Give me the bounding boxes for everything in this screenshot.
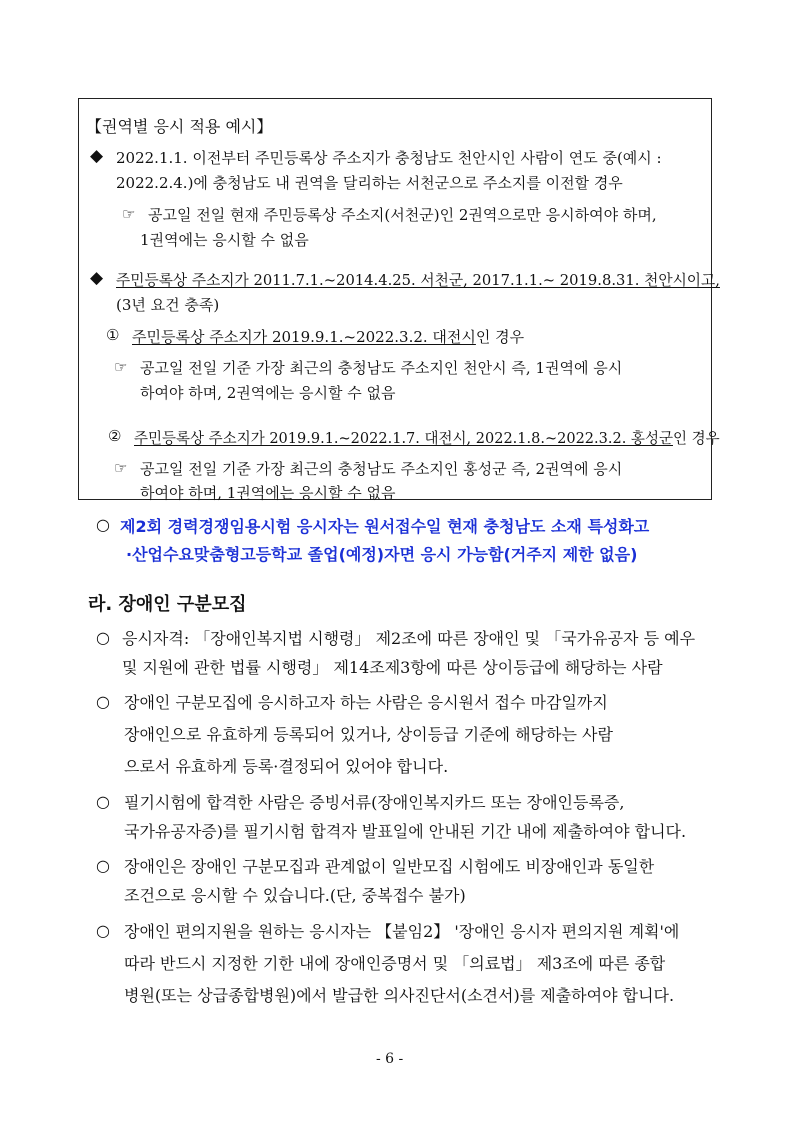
circle-bullet-icon: ○ (96, 921, 110, 940)
circle-bullet-icon: ○ (96, 692, 110, 711)
bullet3-line1: 필기시험에 합격한 사람은 증빙서류(장애인복지카드 또는 장애인등록증, (124, 793, 625, 812)
circle-bullet-icon: ○ (96, 628, 110, 647)
case1-result-line1: 공고일 전일 기준 가장 최근의 충청남도 주소지인 천안시 즉, 1권역에 응시 (140, 359, 623, 377)
section-title: 라. 장애인 구분모집 (88, 594, 247, 615)
diamond-bullet-icon: ◆ (90, 268, 104, 288)
pointing-hand-icon: ☞ (114, 358, 128, 376)
example1-line2: 2022.2.4.)에 충청남도 내 권역을 달리하는 서천군으로 주소지를 이전할 경우 (116, 174, 623, 192)
case2-result-line1: 공고일 전일 기준 가장 최근의 충청남도 주소지인 홍성군 즉, 2권역에 응시 (140, 460, 623, 478)
case2-result-line2: 하여야 하며, 1권역에는 응시할 수 없음 (140, 484, 396, 502)
notice-line1: 제2회 경력경쟁임용시험 응시자는 원서접수일 현재 충청남도 소재 특성화고 (120, 517, 650, 536)
case2-condition-tail: 인 경우 (672, 429, 720, 447)
bullet4-line2: 조건으로 응시할 수 있습니다.(단, 중복접수 불가) (124, 886, 466, 905)
example2-line1: 주민등록상 주소지가 2011.7.1.~2014.4.25. 서천군, 2017.1.1.~ 2019.8.31. 천안시이고, (116, 271, 720, 289)
bullet3-line2: 국가유공자증)를 필기시험 합격자 발표일에 안내된 기간 내에 제출하여야 합니다. (124, 822, 687, 841)
notice-line2: ·산업수요맞춤형고등학교 졸업(예정)자면 응시 가능함(거주지 제한 없음) (126, 545, 638, 564)
diamond-bullet-icon: ◆ (90, 146, 104, 166)
pointing-hand-icon: ☞ (114, 459, 128, 477)
page-number: - 6 - (376, 1051, 404, 1067)
bullet5-line2: 따라 반드시 지정한 기한 내에 장애인증명서 및 「의료법」 제3조에 따른 종합 (124, 954, 666, 973)
case1-condition-tail: 인 경우 (475, 328, 525, 346)
pointing-hand-icon: ☞ (122, 205, 136, 223)
case2-condition-underlined: 주민등록상 주소지가 2019.9.1.~2022.1.7. 대전시, 2022.1.8.~2022.3.2. 홍성군 (134, 429, 673, 447)
case2-condition (134, 427, 720, 448)
circled-number-1: ① (106, 326, 120, 344)
bullet5-line1: 장애인 편의지원을 원하는 응시자는 【붙임2】 '장애인 응시자 편의지원 계획'에 (124, 922, 680, 941)
case1-condition (132, 326, 524, 347)
bullet1-line2: 및 지원에 관한 법률 시행령」 제14조제3항에 따른 상이등급에 해당하는 사람 (122, 658, 663, 677)
bullet4-line1: 장애인은 장애인 구분모집과 관계없이 일반모집 시험에도 비장애인과 동일한 (124, 857, 655, 876)
case1-condition-underlined: 주민등록상 주소지가 2019.9.1.~2022.3.2. 대전시 (132, 328, 476, 346)
circled-number-2: ② (108, 427, 122, 445)
circle-bullet-icon: ○ (96, 515, 110, 534)
example1-result-line1: 공고일 전일 현재 주민등록상 주소지(서천군)인 2권역으로만 응시하여야 하며, (148, 206, 657, 224)
circle-bullet-icon: ○ (96, 856, 110, 875)
example2-line2: (3년 요건 충족) (116, 296, 220, 314)
bullet2-line2: 장애인으로 유효하게 등록되어 있거나, 상이등급 기준에 해당하는 사람 (124, 725, 613, 744)
example1-line1: 2022.1.1. 이전부터 주민등록상 주소지가 충청남도 천안시인 사람이 연도 중(예시 : (116, 149, 662, 167)
example1-result-line2: 1권역에는 응시할 수 없음 (140, 231, 309, 249)
bullet5-line3: 병원(또는 상급종합병원)에서 발급한 의사진단서(소견서)를 제출하여야 합니다. (124, 986, 675, 1005)
bullet2-line3: 으로서 유효하게 등록·결정되어 있어야 합니다. (124, 757, 449, 776)
bullet1-line1: 응시자격: 「장애인복지법 시행령」 제2조에 따른 장애인 및 「국가유공자 등 예우 (122, 629, 696, 648)
example-box-heading: 【권역별 응시 적용 예시】 (86, 117, 273, 136)
case1-result-line2: 하여야 하며, 2권역에는 응시할 수 없음 (140, 384, 396, 402)
circle-bullet-icon: ○ (96, 792, 110, 811)
bullet2-line1: 장애인 구분모집에 응시하고자 하는 사람은 응시원서 접수 마감일까지 (124, 693, 608, 712)
